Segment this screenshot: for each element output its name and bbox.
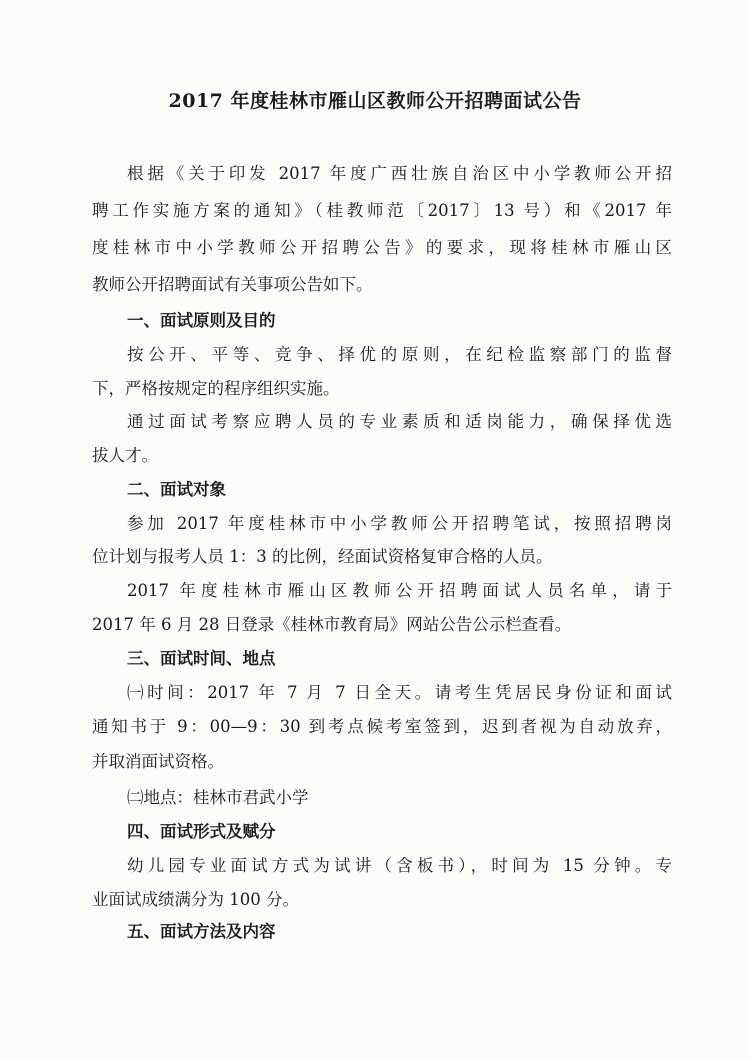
paragraph-line: 下，严格按规定的程序组织实施。: [92, 379, 340, 398]
intro-line: 教师公开招聘面试有关事项公告如下。: [92, 275, 373, 294]
paragraph-line: 按公开、平等、竞争、择优的原则，在纪检监察部门的监督: [127, 345, 672, 364]
section-heading: 五、面试方法及内容: [127, 922, 276, 941]
paragraph-line: 位计划与报考人员 1：3 的比例，经面试资格复审合格的人员。: [92, 547, 553, 566]
paragraph-line: 2017 年 6 月 28 日登录《桂林市教育局》网站公告公示栏查看。: [92, 615, 572, 634]
section-heading: 二、面试对象: [127, 480, 226, 499]
paragraph-line: 通知书于 9：00—9：30 到考点候考室签到，迟到者视为自动放弃，: [92, 717, 672, 736]
section-heading: 一、面试原则及目的: [127, 311, 276, 330]
paragraph-line: 2017 年度桂林市雁山区教师公开招聘面试人员名单，请于: [127, 581, 672, 600]
document-title: 2017 年度桂林市雁山区教师公开招聘面试公告: [168, 90, 582, 112]
paragraph-line: ㈡地点：桂林市君武小学: [127, 788, 309, 807]
intro-line: 根据《关于印发 2017 年度广西壮族自治区中小学教师公开招: [127, 164, 672, 183]
paragraph-line: ㈠时间：2017 年 7 月 7 日全天。请考生凭居民身份证和面试: [127, 683, 672, 702]
paragraph-line: 业面试成绩满分为 100 分。: [92, 890, 299, 909]
section-heading: 三、面试时间、地点: [127, 649, 276, 668]
paragraph-line: 通过面试考察应聘人员的专业素质和适岗能力，确保择优选: [127, 412, 672, 431]
paragraph-line: 幼儿园专业面试方式为试讲（含板书），时间为 15 分钟。专: [127, 856, 672, 875]
paragraph-line: 并取消面试资格。: [92, 752, 224, 771]
paragraph-line: 拔人才。: [92, 446, 158, 465]
paragraph-line: 参加 2017 年度桂林市中小学教师公开招聘笔试，按照招聘岗: [127, 514, 672, 533]
intro-line: 聘工作实施方案的通知》（桂教师范〔2017〕13 号）和《2017 年: [92, 201, 672, 220]
intro-line: 度桂林市中小学教师公开招聘公告》的要求，现将桂林市雁山区: [92, 238, 672, 257]
section-heading: 四、面试形式及赋分: [127, 822, 276, 841]
